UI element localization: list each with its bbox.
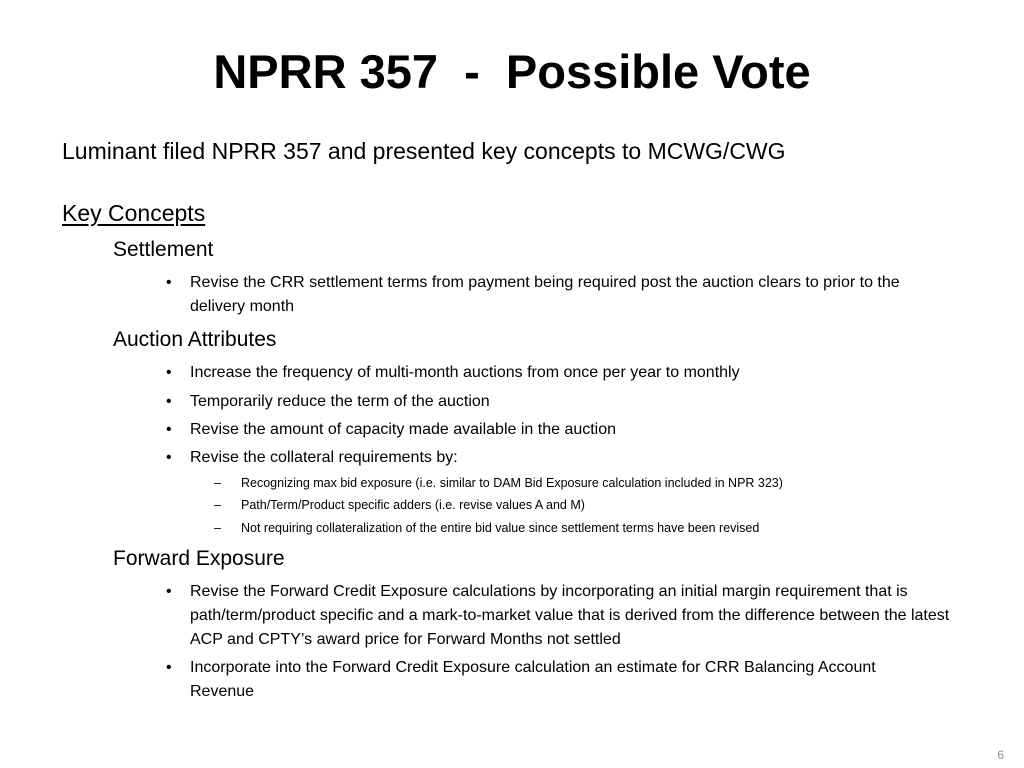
- list-item: [166, 390, 966, 414]
- list-item: [166, 418, 966, 442]
- dash-icon: –: [214, 521, 221, 535]
- bullet-text: Revise the CRR settlement terms from payment being required post the auction clears to prior to the delivery month: [190, 274, 900, 315]
- page-number: 6: [997, 748, 1004, 762]
- dash-icon: –: [214, 498, 221, 512]
- bullet-text: Increase the frequency of multi-month auctions from once per year to monthly: [190, 364, 740, 381]
- bullet-text: Revise the collateral requirements by:: [190, 449, 458, 466]
- bullet-icon: •: [166, 421, 172, 438]
- key-concepts-heading: Key Concepts: [62, 200, 206, 226]
- bullet-icon: •: [166, 393, 172, 410]
- sub-list-item: [214, 517, 914, 539]
- bullet-icon: •: [166, 364, 172, 381]
- list-item: [166, 361, 966, 385]
- bullet-icon: •: [166, 449, 172, 466]
- sub-list-item: [214, 494, 914, 516]
- section-heading-auction-attributes: Auction Attributes: [113, 328, 277, 351]
- bullet-text: Incorporate into the Forward Credit Exposure calculation an estimate for CRR Balancing Account Revenue: [190, 659, 876, 700]
- sub-list-item: [214, 472, 914, 494]
- bullet-text: Temporarily reduce the term of the auction: [190, 393, 490, 410]
- sub-bullet-text: Not requiring collateralization of the entire bid value since settlement terms have been revised: [241, 521, 760, 535]
- bullet-icon: •: [166, 274, 172, 291]
- list-item: [166, 656, 926, 704]
- list-item: [166, 580, 966, 652]
- dash-icon: –: [214, 476, 221, 490]
- lead-statement: Luminant filed NPRR 357 and presented key concepts to MCWG/CWG: [62, 138, 786, 164]
- bullet-text: Revise the amount of capacity made available in the auction: [190, 421, 617, 438]
- bullet-text: Revise the Forward Credit Exposure calculations by incorporating an initial margin requirement that is path/term/product specific and a mark-to-market value that is derived from the difference between the latest ACP and CPTY’s award price for Forward Months not settled: [190, 583, 950, 648]
- bullet-icon: •: [166, 659, 172, 676]
- list-item: [166, 271, 956, 319]
- sub-bullet-text: Path/Term/Product specific adders (i.e. revise values A and M): [241, 498, 585, 512]
- slide-title: NPRR 357 - Possible Vote: [213, 45, 811, 98]
- section-heading-forward-exposure: Forward Exposure: [113, 547, 285, 570]
- sub-bullet-text: Recognizing max bid exposure (i.e. similar to DAM Bid Exposure calculation included in NPR 323): [241, 476, 783, 490]
- section-heading-settlement: Settlement: [113, 238, 214, 261]
- list-item: [166, 446, 966, 470]
- bullet-icon: •: [166, 583, 172, 600]
